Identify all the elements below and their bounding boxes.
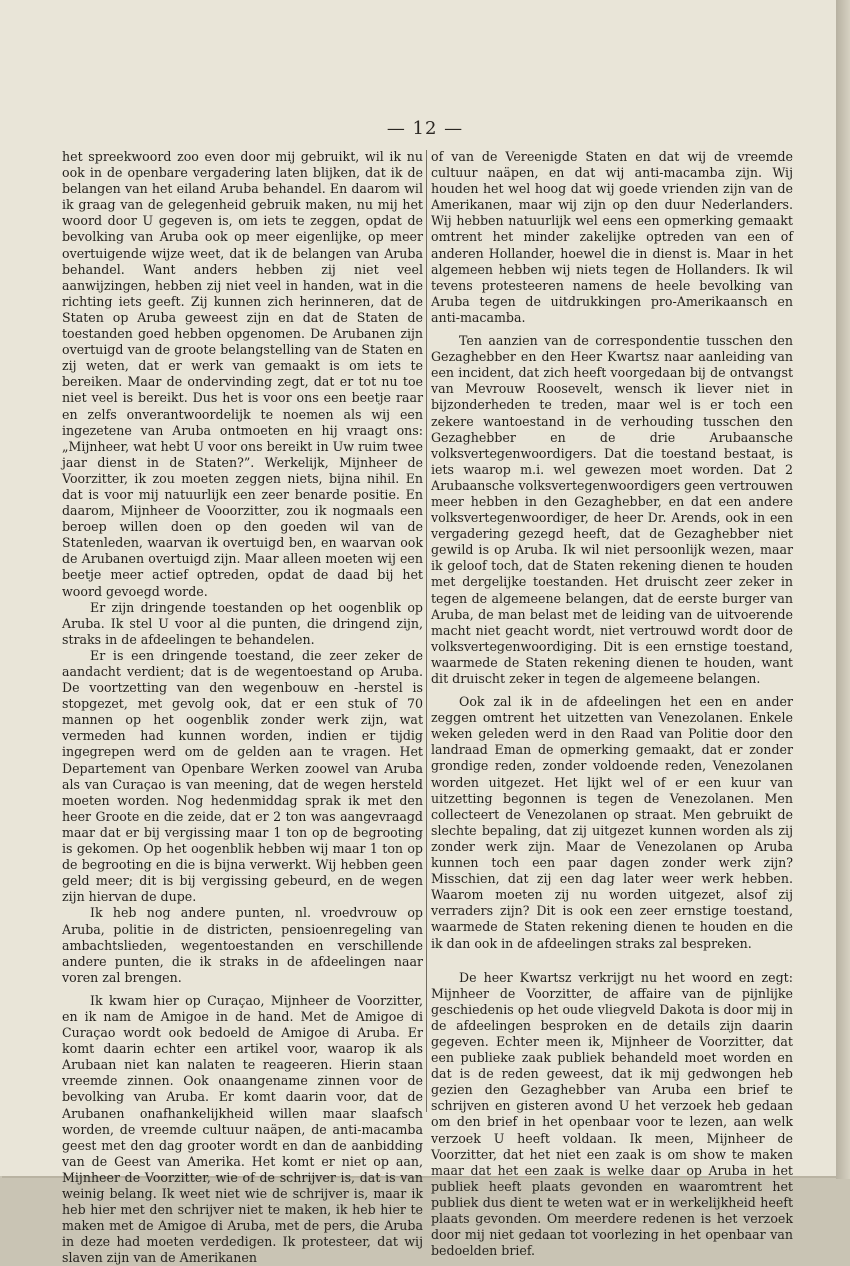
page-number: — 12 — xyxy=(386,118,464,139)
paragraph: De heer Kwartsz verkrijgt nu het woord en zegt: Mijnheer de Voorzitter, de affaire van de pijnlijke geschiedenis op het oude vliegveld Dakota is door mij in de afdeelingen besproken en de details zijn daarin gegeven. Echter meen ik, Mijnheer de Voorzitter, dat een publieke zaak publiek behandeld moet worden en dat is de reden geweest, dat ik mij gedwongen heb gezien den Gezaghebber van Aruba een brief te schrijven en gisteren avond U het verzoek heb gedaan om den brief in het openbaar voor te lezen, aan welk verzoek U heeft voldaan. Ik meen, Mijnheer de Voorzitter, dat het niet een zaak is om show te maken maar dat het een zaak is welke daar op Aruba in het publiek heeft plaats gevonden en waaromtrent het publiek dus dient te weten wat er in werkelijkheid heeft plaats gevonden. Om meerdere redenen is het verzoek door mij niet gedaan tot voorlezing in het openbaar van bedoelden brief. xyxy=(431,969,793,1259)
paragraph: of van de Vereenigde Staten en dat wij de vreemde cultuur naäpen, en dat wij anti-macamba zijn. Wij houden het wel hoog dat wij goede vrienden zijn van de Amerikanen, maar wij zijn op den duur Nederlanders. Wij hebben natuurlijk wel eens een opmerking gemaakt omtrent het minder zakelijke optreden van een of anderen Hollander, hoewel die in dienst is. Maar in het algemeen hebben wij niets tegen de Hollanders. Ik wil tevens protesteeren namens de heele bevolking van Aruba tegen de uitdrukkingen pro-Amerikaansch en anti-macamba. xyxy=(431,149,793,325)
paragraph: Ik kwam hier op Curaçao, Mijnheer de Voorzitter, en ik nam de Amigoe in de hand. Met de Amigoe di Curaçao wordt ook bedoeld de Amigoe di Aruba. Er komt daarin echter een artikel voor, waarop ik als Arubaan niet kan nalaten te reageeren. Hierin staan vreemde zinnen. Ook onaangename zinnen voor de bevolking van Aruba. Er komt daarin voor, dat de Arubanen onafhankelijkheid willen maar slaafsch worden, de vreemde cultuur naäpen, de anti-macamba geest met den dag grooter wordt en dan de aanbidding van de Geest van Amerika. Het komt er niet op aan, Mijnheer de Voorzitter, wie of de schrijver is, dat is van weinig belang. Ik weet niet wie de schrijver is, maar ik heb hier met den schrijver niet te maken, ik heb hier te maken met de Amigoe di Aruba, met de pers, die Aruba in deze had moeten verdedigen. Ik protesteer, dat wij slaven zijn van de Amerikanen xyxy=(62,992,423,1266)
page-edge xyxy=(836,0,850,1179)
paragraph: Er zijn dringende toestanden op het oogenblik op Aruba. Ik stel U voor al die punten, die dringend zijn, straks in de afdeelingen te behandelen. xyxy=(62,599,423,647)
paragraph: het spreekwoord zoo even door mij gebruikt, wil ik nu ook in de openbare vergadering laten blijken, dat ik de belangen van het eiland Aruba behandel. En daarom wil ik graag van de gelegenheid gebruik maken, nu mij het woord door U gegeven is, om iets te zeggen, opdat de bevolking van Aruba ook op meer eigenlijke, op meer overtuigende wijze weet, dat ik de belangen van Aruba behandel. Want anders hebben zij niet veel aanwijzingen, hebben zij niet veel in handen, wat in die richting iets geeft. Zij kunnen zich herinneren, dat de Staten op Aruba geweest zijn en dat de Staten de toestanden goed hebben opgenomen. De Arubanen zijn overtuigd van de groote belangstelling van de Staten en zij weten, dat er werk van gemaakt is om iets te bereiken. Maar de ondervinding zegt, dat er tot nu toe niet veel is bereikt. Dus het is voor ons een beetje raar en zelfs onverantwoordelijk te noemen als wij een ingezetene van Aruba ontmoeten en hij vraagt ons: „Mijnheer, wat hebt U voor ons bereikt in Uw ruim twee jaar dienst in de Staten?”. Werkelijk, Mijnheer de Voorzitter, ik zou moeten zeggen niets, bijna nihil. En dat is voor mij natuurlijk een zeer benarde positie. En daarom, Mijnheer de Vooorzitter, zou ik nogmaals een beroep willen doen op den goeden wil van de Statenleden, waarvan ik overtuigd ben, en waarvan ook de Arubanen overtuigd zijn. Maar alleen moeten wij een beetje meer actief optreden, opdat de daad bij het woord gevoegd worde. xyxy=(62,149,423,599)
paragraph: Ten aanzien van de correspondentie tusschen den Gezaghebber en den Heer Kwartsz naar aanleiding van een incident, dat zich heeft voorgedaan bij de ontvangst van Mevrouw Roosevelt, wensch ik liever niet in bijzonderheden te treden, maar wel is er toch een zekere wantoestand in de verhouding tusschen den Gezaghebber en de drie Arubaansche volksvertegenwoordigers. Dat die toestand bestaat, is iets waarop m.i. wel gewezen moet worden. Dat 2 Arubaansche volksvertegenwoordigers geen vertrouwen meer hebben in den Gezaghebber, en dat een andere volksvertegenwoordiger, de heer Dr. Arends, ook in een vergadering gezegd heeft, dat de Gezaghebber niet gewild is op Aruba. Ik wil niet persoonlijk wezen, maar ik geloof toch, dat de Staten rekening dienen te houden met dergelijke toestanden. Het druischt zeer zeker in tegen de algemeene belangen, dat de eerste burger van Aruba, de man belast met de leiding van de uitvoerende macht niet geacht wordt, niet vertrouwd wordt door de volksvertegenwoordiging. Dit is een ernstige toestand, waarmede de Staten rekening dienen te houden, want dit druischt zeker in tegen de algemeene belangen. xyxy=(431,333,793,686)
column-divider xyxy=(426,150,427,1112)
left-column xyxy=(62,149,423,1266)
paragraph: Ook zal ik in de afdeelingen het een en ander zeggen omtrent het uitzetten van Venezolanen. Enkele weken geleden werd in den Raad van Politie door den landraad Eman de opmerking gemaakt, dat er zonder grondige reden, zonder voldoende reden, Venezolanen worden uitgezet. Het lijkt wel of er een kuur van uitzetting begonnen is tegen de Venezolanen. Men collecteert de Venezolanen op straat. Men gebruikt de slechte bepaling, dat zij uitgezet kunnen worden als zij zonder werk zijn. Maar de Venezolanen op Aruba kunnen toch een paar dagen zonder werk zijn? Misschien, dat zij een dag later weer werk hebben. Waarom moeten zij nu worden uitgezet, alsof zij verraders zijn? Dit is ook een zeer ernstige toestand, waarmede de Staten rekening dienen te houden en die ik dan ook in de afdeelingen straks zal bespreken. xyxy=(431,694,793,951)
paragraph: Ik heb nog andere punten, nl. vroedvrouw op Aruba, politie in de districten, pensioenregeling van ambachtslieden, wegentoestanden en verschillende andere punten, die ik straks in de afdeelingen naar voren zal brengen. xyxy=(62,905,423,985)
right-column xyxy=(431,149,793,1259)
paragraph: Er is een dringende toestand, die zeer zeker de aandacht verdient; dat is de wegentoestand op Aruba. De voortzetting van den wegenbouw en -herstel is stopgezet, met gevolg ook, dat er een stuk of 70 mannen op het oogenblik zonder werk zijn, wat vermeden had kunnen worden, indien er tijdig ingegrepen werd om de gelden aan te vragen. Het Departement van Openbare Werken zoowel van Aruba als van Curaçao is van meening, dat de wegen hersteld moeten worden. Nog hedenmiddag sprak ik met den heer Groote en die zeide, dat er 2 ton was aangevraagd maar dat er bij vergissing maar 1 ton op de begrooting is gekomen. Op het oogenblik hebben wij maar 1 ton op de begrooting en die is bijna verwerkt. Wij hebben geen geld meer; dit is bij vergissing gebeurd, en de wegen zijn hiervan de dupe. xyxy=(62,647,423,905)
